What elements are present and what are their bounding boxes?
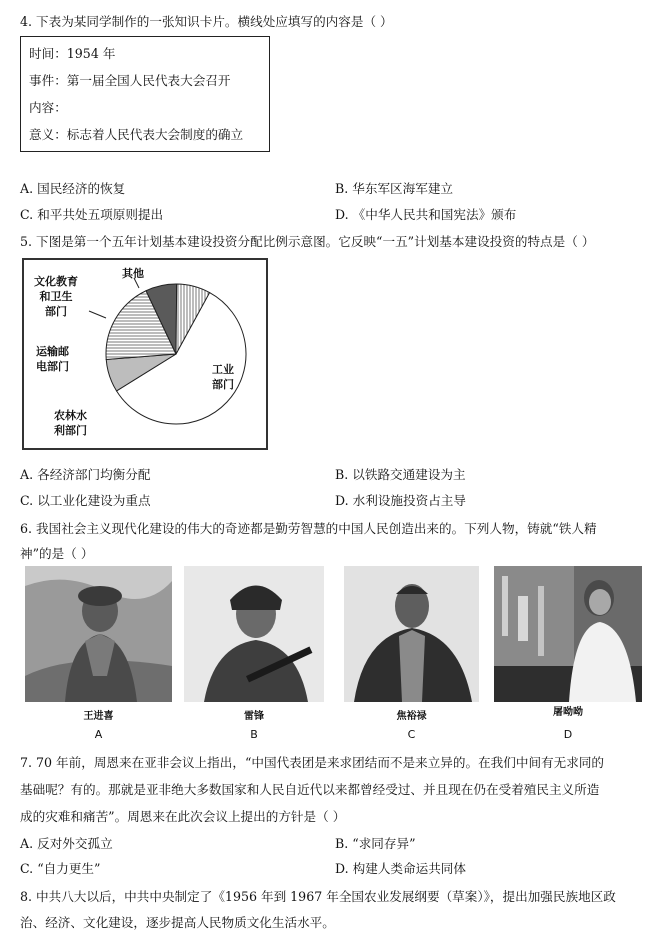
- q7-option-a[interactable]: A. 反对外交孤立: [20, 836, 113, 851]
- label-other: 其他: [122, 267, 144, 280]
- photo-c-figure: [344, 566, 479, 702]
- q4-option-c[interactable]: C. 和平共处五项原则提出: [20, 207, 164, 222]
- leader-culture: [89, 311, 106, 318]
- photo-a-letter[interactable]: A: [94, 728, 103, 741]
- photo-c-caption: 焦裕禄: [396, 711, 427, 722]
- q7-option-c[interactable]: C. “自力更生”: [20, 861, 101, 876]
- label-culture: 文化教育 和卫生 部门: [34, 275, 78, 318]
- photo-b-figure: [184, 566, 324, 702]
- q7-stem-line3: 成的灾难和痛苦”。周恩来在此次会议上提出的方针是（ ）: [20, 809, 346, 824]
- photo-d-letter[interactable]: D: [563, 728, 573, 741]
- q5-option-b[interactable]: B. 以铁路交通建设为主: [335, 467, 466, 482]
- knowledge-card: [20, 36, 270, 152]
- label-transport: 运输邮 电部门: [36, 345, 69, 373]
- photo-d-caption: 屠呦呦: [553, 707, 583, 718]
- q7-option-d[interactable]: D. 构建人类命运共同体: [335, 861, 466, 876]
- photo-d-figure: [494, 566, 642, 702]
- q7-stem-line2: 基础呢？有的。那就是亚非绝大多数国家和人民自近代以来都曾经受过、并且现在仍在受着殖民主义所造: [20, 782, 600, 797]
- card-event: 事件：第一届全国人民代表大会召开: [29, 73, 231, 88]
- q5-option-a[interactable]: A. 各经济部门均衡分配: [20, 467, 151, 482]
- q7-stem-line1: 7. 70 年前，周恩来在亚非会议上指出，“中国代表团是来求团结而不是来立异的。在我们中间有无求同的: [20, 755, 605, 770]
- card-time: 时间：1954 年: [29, 46, 116, 61]
- q5-option-c[interactable]: C. 以工业化建设为重点: [20, 493, 151, 508]
- investment-pie-chart: [22, 258, 268, 450]
- photo-c[interactable]: [344, 566, 479, 702]
- photo-d[interactable]: [494, 566, 642, 702]
- card-meaning: 意义：标志着人民代表大会制度的确立: [29, 127, 244, 142]
- photo-b[interactable]: [184, 566, 324, 702]
- q4-option-a[interactable]: A. 国民经济的恢复: [20, 181, 126, 196]
- q4-option-b[interactable]: B. 华东军区海军建立: [335, 181, 454, 196]
- photo-b-caption: 雷锋: [244, 711, 264, 722]
- q4-option-d[interactable]: D. 《中华人民共和国宪法》颁布: [335, 207, 517, 222]
- q5-option-d[interactable]: D. 水利设施投资占主导: [335, 493, 466, 508]
- q4-stem: 4. 下表为某同学制作的一张知识卡片。横线处应填写的内容是（ ）: [20, 14, 393, 29]
- q5-stem: 5. 下图是第一个五年计划基本建设投资分配比例示意图。它反映“一五”计划基本建设投资的特点是（ ）: [20, 234, 595, 249]
- q6-stem-line2: 神”的是（ ）: [20, 546, 94, 561]
- card-content: 内容：: [29, 100, 67, 115]
- q8-stem-line2: 治、经济、文化建设，逐步提高人民物质文化生活水平。: [20, 915, 335, 930]
- photo-a-caption: 王进喜: [83, 711, 114, 722]
- photo-c-letter[interactable]: C: [407, 728, 416, 741]
- q6-stem-line1: 6. 我国社会主义现代化建设的伟大的奇迹都是勤劳智慧的中国人民创造出来的。下列人物，铸就“铁人精: [20, 521, 597, 536]
- photo-a[interactable]: [25, 566, 172, 702]
- photo-b-letter[interactable]: B: [250, 728, 258, 741]
- q8-stem-line1: 8. 中共八大以后，中共中央制定了《1956 年到 1967 年全国农业发展纲要（草案）》，提出加强民族地区政: [20, 889, 616, 904]
- label-industry: 工业 部门: [212, 363, 234, 391]
- q7-option-b[interactable]: B. “求同存异”: [335, 836, 416, 851]
- label-agri: 农林水 利部门: [54, 409, 87, 437]
- photo-a-figure: [25, 566, 172, 702]
